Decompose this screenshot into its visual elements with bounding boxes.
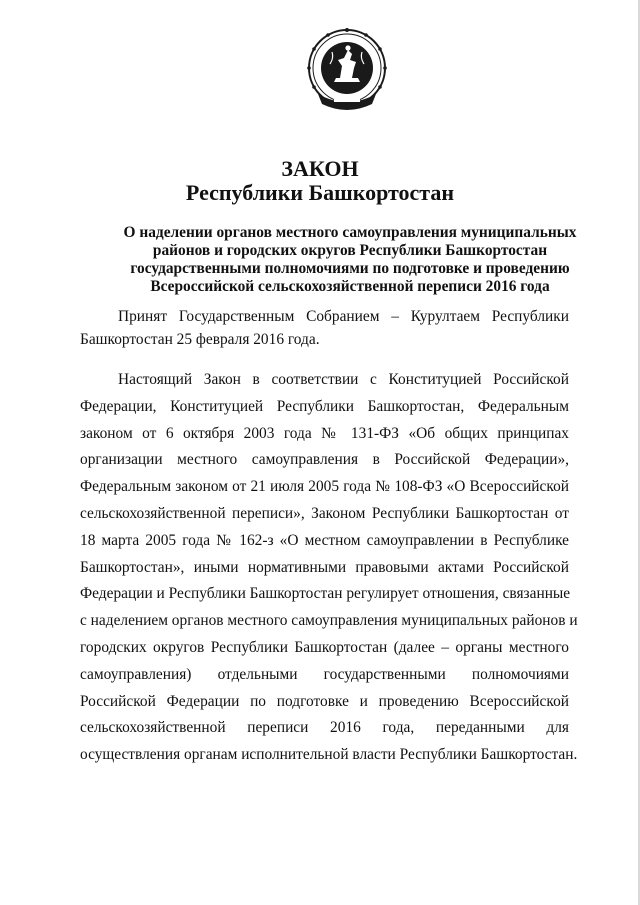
law-subtitle xyxy=(80,224,620,296)
republic-heading: Республики Башкортостан xyxy=(185,180,455,205)
coat-of-arms-icon xyxy=(304,24,390,116)
paragraph-line: городских округов Республики Башкортостан (далее – органы местного xyxy=(80,638,569,656)
paragraph-line: организации местного самоуправления в Российской Федерации», xyxy=(80,451,569,469)
subtitle-line: районов и городских округов Республики Башкортостан xyxy=(152,242,548,259)
paragraph-line: Настоящий Закон в соответствии с Конституцией Российской xyxy=(118,371,569,388)
paragraph-line: сельскохозяйственной переписи 2016 года, переданными для xyxy=(80,719,569,737)
subtitle-line: Всероссийской сельскохозяйственной переписи 2016 года xyxy=(150,278,550,295)
paragraph-line: Федерации и Республики Башкортостан регулирует отношения, связанные xyxy=(80,585,571,603)
subtitle-line: государственными полномочиями по подготовке и проведению xyxy=(130,260,570,277)
paragraph-line: Башкортостан», иными нормативными правовыми актами Российской xyxy=(80,558,569,576)
paragraph-line: осуществления органам исполнительной власти Республики Башкортостан. xyxy=(80,746,578,764)
paragraph-line: 18 марта 2005 года № 162-з «О местном самоуправлении в Республике xyxy=(80,531,569,549)
adoption-line: Башкортостан 25 февраля 2016 года. xyxy=(80,331,320,348)
paragraph-line: сельскохозяйственной переписи», Законом Республики Башкортостан от xyxy=(80,504,569,522)
document-type-heading: ЗАКОН xyxy=(281,156,359,181)
preamble-paragraph xyxy=(80,367,578,769)
subtitle-line: О наделении органов местного самоуправления муниципальных xyxy=(123,224,577,241)
paragraph-line: законом от 6 октября 2003 года № 131-ФЗ «Об общих принципах xyxy=(80,424,569,442)
adoption-statement xyxy=(80,305,569,351)
paragraph-line: Российской Федерации по подготовке и проведению Всероссийской xyxy=(80,692,569,710)
adoption-line: Принят Государственным Собранием – Курултаем Республики xyxy=(118,308,569,325)
paragraph-line: Федерации, Конституцией Республики Башкортостан, Федеральным xyxy=(80,397,569,415)
paragraph-line: Федеральным законом от 21 июля 2005 года № 108-ФЗ «О Всероссийской xyxy=(80,478,569,496)
paragraph-line: самоуправления) отдельными государственными полномочиями xyxy=(80,665,569,683)
paragraph-line: с наделением органов местного самоуправления муниципальных районов и xyxy=(80,612,578,630)
